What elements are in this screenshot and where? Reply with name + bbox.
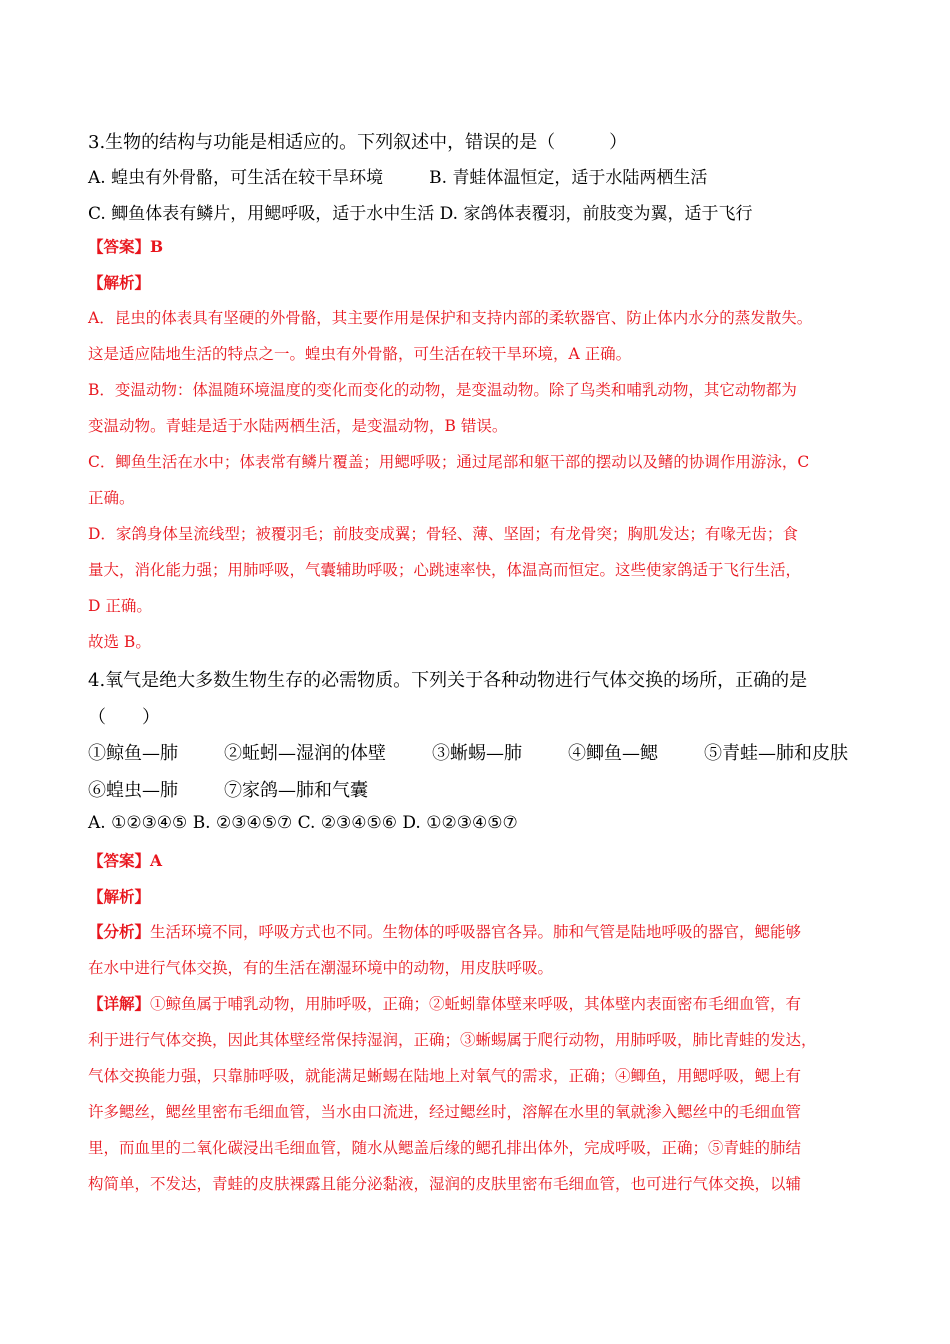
q4-stem-bracket: （ ） [88, 707, 160, 728]
q3-analysis-line: 量大，消化能力强；用肺呼吸，气囊辅助呼吸；心跳速率快，体温高而恒定。这些使家鸽适于飞行生活， [88, 561, 802, 579]
q4-fenxi-text: 生活环境不同，呼吸方式也不同。生物体的呼吸器官各异。肺和气管是陆地呼吸的器官，鳃能够 [150, 923, 802, 941]
q4-fenxi-line [88, 920, 801, 942]
q3-stem: 3.生物的结构与功能是相适应的。下列叙述中，错误的是（ ） [88, 132, 628, 153]
q3-option-d: D. 家鸽体表覆羽，前肢变为翼，适于飞行 [439, 204, 753, 224]
q4-item: ⑥蝗虫—肺 [88, 780, 178, 801]
q4-items-row1 [88, 739, 848, 765]
q4-xiangjie-line [88, 992, 801, 1014]
q4-items-row2 [88, 776, 368, 802]
q3-options-row2 [88, 199, 752, 224]
q3-analysis-line: D 正确。 [88, 597, 152, 615]
q4-item: ⑤青蛙—肺和皮肤 [704, 743, 848, 764]
q4-item: ⑦家鸽—肺和气囊 [224, 780, 368, 801]
q3-analysis-line: 正确。 [88, 489, 135, 507]
q4-xiangjie-line: 构简单，不发达，青蛙的皮肤裸露且能分泌黏液，湿润的皮肤里密布毛细血管，也可进行气体交换，以辅 [88, 1175, 802, 1193]
q3-analysis-line: B．变温动物：体温随环境温度的变化而变化的动物，是变温动物。除了鸟类和哺乳动物，其它动物都为 [88, 381, 797, 399]
q3-analysis-line: 变温动物。青蛙是适于水陆两栖生活，是变温动物，B 错误。 [88, 417, 508, 435]
q3-option-c: C. 鲫鱼体表有鳞片，用鳃呼吸，适于水中生活 [88, 204, 435, 224]
q3-answer-value: B [150, 237, 164, 256]
q3-analysis-line: C．鲫鱼生活在水中；体表常有鳞片覆盖；用鳃呼吸；通过尾部和躯干部的摆动以及鳍的协调作用游泳，C [88, 453, 810, 471]
q3-analysis-line: D．家鸽身体呈流线型；被覆羽毛；前肢变成翼；骨轻、薄、坚固；有龙骨突；胸肌发达；有喙无齿；食 [88, 525, 798, 543]
q4-item: ④鲫鱼—鳃 [568, 743, 658, 764]
q4-answer-tag: 【答案】 [88, 851, 151, 870]
q4-xiangjie-text: ①鲸鱼属于哺乳动物，用肺呼吸，正确；②蚯蚓靠体壁来呼吸，其体壁内表面密布毛细血管，有 [150, 995, 802, 1013]
q3-option-a: A. 蝗虫有外骨骼，可生活在较干旱环境 [88, 168, 384, 188]
q3-analysis-tag: 【解析】 [88, 273, 151, 292]
q4-stem: 4.氧气是绝大多数生物生存的必需物质。下列关于各种动物进行气体交换的场所，正确的是 [88, 670, 808, 691]
q4-options: A. ①②③④⑤ B. ②③④⑤⑦ C. ②③④⑤⑥ D. ①②③④⑤⑦ [88, 813, 518, 833]
q4-item: ②蚯蚓—湿润的体壁 [224, 743, 386, 764]
q4-xiangjie-line: 利于进行气体交换，因此其体壁经常保持湿润，正确；③蜥蜴属于爬行动物，用肺呼吸，肺比青蛙的发达， [88, 1031, 817, 1049]
q3-answer-tag: 【答案】 [88, 237, 151, 256]
q4-answer-value: A [150, 851, 163, 870]
q3-answer [88, 235, 163, 257]
q3-analysis-line: 这是适应陆地生活的特点之一。蝗虫有外骨骼，可生活在较干旱环境，A 正确。 [88, 345, 632, 363]
q4-item: ①鲸鱼—肺 [88, 743, 178, 764]
q4-xiangjie-line: 气体交换能力强，只靠肺呼吸，就能满足蜥蜴在陆地上对氧气的需求，正确；④鲫鱼，用鳃呼吸，鳃上有 [88, 1067, 802, 1085]
q4-fenxi-tag: 【分析】 [88, 922, 151, 941]
q4-item: ③蜥蜴—肺 [432, 743, 522, 764]
q3-analysis-line: A．昆虫的体表具有坚硬的外骨骼，其主要作用是保护和支持内部的柔软器官、防止体内水分的蒸发散失。 [88, 309, 813, 327]
q4-answer [88, 849, 162, 871]
q4-xiangjie-tag: 【详解】 [88, 994, 151, 1013]
q3-option-b: B. 青蛙体温恒定，适于水陆两栖生活 [429, 168, 708, 188]
q4-fenxi-line: 在水中进行气体交换，有的生活在潮湿环境中的动物，用皮肤呼吸。 [88, 959, 554, 977]
q4-xiangjie-line: 许多鳃丝，鳃丝里密布毛细血管，当水由口流进，经过鳃丝时，溶解在水里的氧就渗入鳃丝中的毛细血管 [88, 1103, 802, 1121]
q3-conclusion: 故选 B。 [88, 633, 151, 651]
q4-xiangjie-line: 里，而血里的二氧化碳浸出毛细血管，随水从鳃盖后缘的鳃孔排出体外，完成呼吸，正确；⑤青蛙的肺结 [88, 1139, 802, 1157]
q3-options-row1 [88, 163, 707, 188]
q4-analysis-tag: 【解析】 [88, 887, 151, 906]
